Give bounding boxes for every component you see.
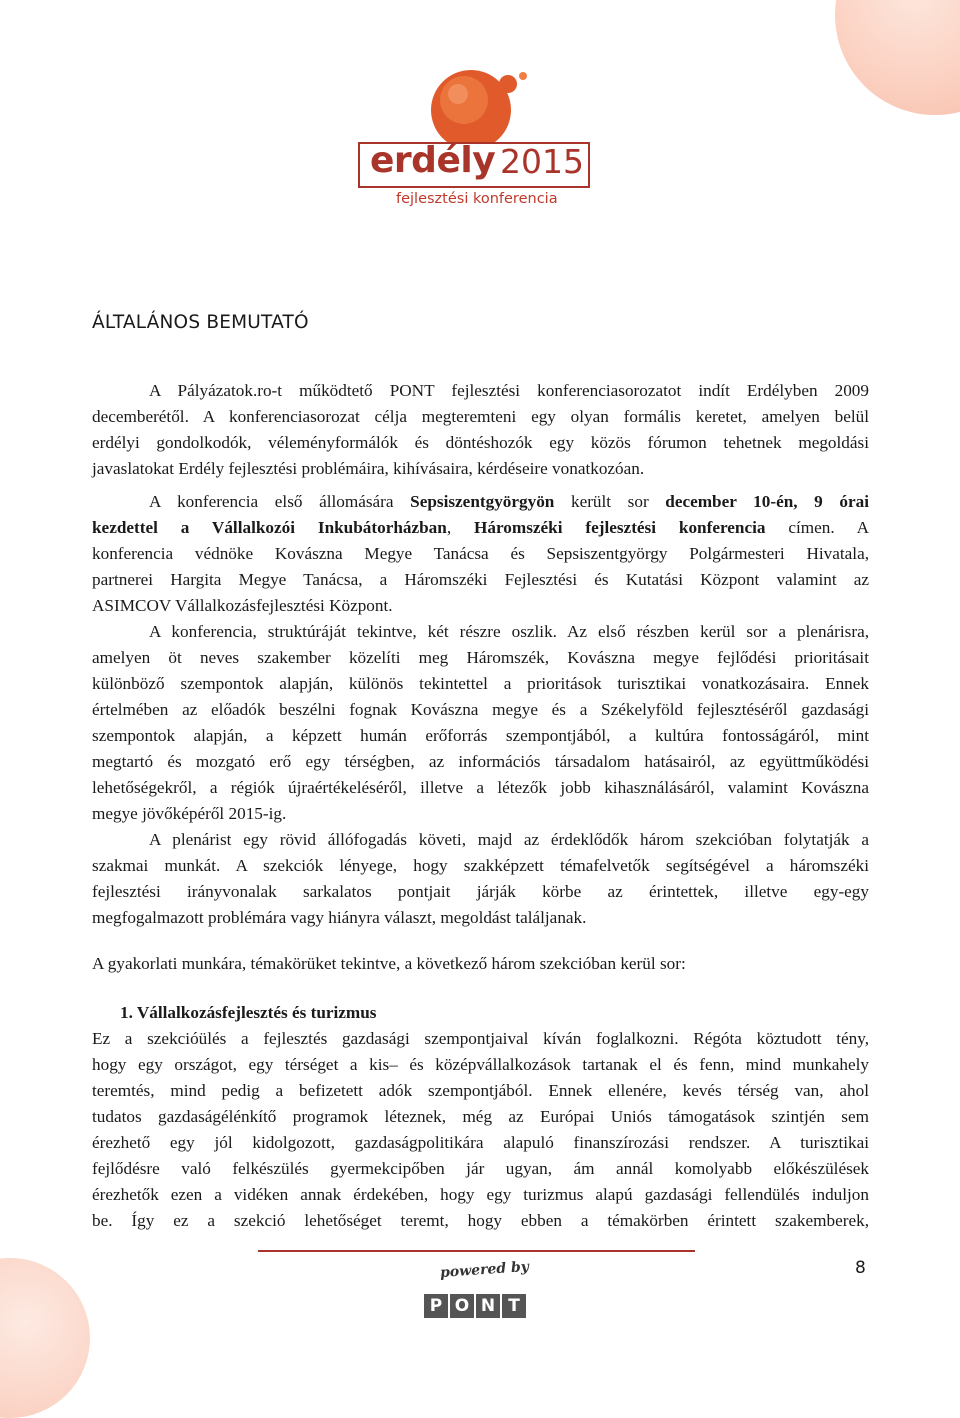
- text-line: [92, 1208, 869, 1233]
- pont-letter: N: [476, 1294, 500, 1318]
- logo-year: 2015: [500, 142, 584, 181]
- pont-letter: P: [424, 1294, 448, 1318]
- text-line: [92, 853, 869, 878]
- text-segment: tudatos gazdaságélénkítő programok léteznek, még az Európai Uniós támogatások szintjén sem: [92, 1107, 869, 1126]
- bold-text: kezdettel a Vállalkozói Inkubátorházban: [92, 518, 447, 537]
- text-segment: konferencia védnöke Kovászna Megye Tanácsa és Sepsiszentgyörgy Polgármesteri Hivatala,: [92, 544, 869, 563]
- text-line: [92, 905, 869, 930]
- text-segment: fejlődésre való felkészülés gyermekcipőben jár ugyan, ám annál komolyabb előkészülések: [92, 1159, 869, 1178]
- pont-letter: T: [502, 1294, 526, 1318]
- text-line: [92, 1026, 869, 1051]
- text-line: [92, 456, 869, 481]
- pont-letter: O: [450, 1294, 474, 1318]
- text-segment: különböző szempontok alapján, különös tekintettel a prioritások turisztikai vonatkozásaira. Ennek: [92, 674, 869, 693]
- text-line: [92, 1130, 869, 1155]
- decorative-circle-bottom-left: [0, 1258, 90, 1418]
- text-segment: lehetőségekről, a régiók újraértékeléséről, illetve a létezők jobb kihasználásáról, valamint Kovászna: [92, 778, 869, 797]
- text-line: [149, 827, 869, 852]
- text-line: [92, 801, 869, 826]
- text-segment: Ez a szekcióülés a fejlesztés gazdasági szempontjaival kíván foglalkozni. Régóta köztudott tény,: [92, 1029, 869, 1048]
- text-line: [92, 1104, 869, 1129]
- text-segment: erdélyi gondolkodók, véleményformálók és döntéshozók egy közös fórumon tehetnek megoldási: [92, 433, 869, 452]
- bold-text: december 10-én, 9 órai: [665, 492, 869, 511]
- logo-name: erdély: [370, 140, 496, 181]
- text-line: [92, 1078, 869, 1103]
- text-line: [92, 567, 869, 592]
- text-line: [92, 879, 869, 904]
- text-segment: A gyakorlati munkára, témakörüket tekintve, a következő három szekcióban kerül sor:: [92, 954, 686, 973]
- text-line: [120, 1000, 869, 1025]
- text-segment: be. Így ez a szekció lehetőséget teremt, hogy ebben a témakörben érintett szakemberek,: [92, 1211, 869, 1230]
- text-line: [92, 671, 869, 696]
- text-line: [149, 378, 869, 403]
- section-heading: ÁLTALÁNOS BEMUTATÓ: [92, 312, 309, 333]
- logo-subtitle: fejlesztési konferencia: [396, 191, 558, 207]
- text-segment: decemberétől. A konferenciasorozat célja megteremteni egy olyan formális keretet, amelyen belül: [92, 407, 869, 426]
- text-segment: érezhető egy jól kidolgozott, gazdaságpolitikára alapuló finanszírozási rendszer. A turisztikai: [92, 1133, 869, 1152]
- text-segment: fejlesztési irányvonalak sarkalatos pontjait járják körbe az érintettek, illetve egy-egy: [92, 882, 869, 901]
- text-segment: A plenárist egy rövid állófogadás követi, majd az érdeklődők három szekcióban folytatják a: [149, 830, 869, 849]
- text-line: [92, 723, 869, 748]
- text-line: [92, 697, 869, 722]
- text-line: [92, 541, 869, 566]
- text-line: [92, 404, 869, 429]
- decorative-circle-top-right: [835, 0, 960, 115]
- text-line: [149, 619, 869, 644]
- text-segment: amelyen öt neves szakember közelíti meg Háromszék, Kovászna megye fejlődési prioritásait: [92, 648, 869, 667]
- text-line: [92, 1052, 869, 1077]
- text-line: [92, 749, 869, 774]
- logo-frame: [358, 142, 590, 188]
- text-segment: megfogalmazott problémára vagy hiányra választ, megoldást találjanak.: [92, 908, 587, 927]
- text-segment: A konferencia, struktúráját tekintve, két részre oszlik. Az első részben kerül sor a plenárisra,: [149, 622, 869, 641]
- footer-rule: [258, 1250, 695, 1252]
- text-segment: javaslatokat Erdély fejlesztési problémáira, kihívásaira, kérdéseire vonatkozóan.: [92, 459, 645, 478]
- bold-text: 1. Vállalkozásfejlesztés és turizmus: [120, 1003, 377, 1022]
- text-segment: A Pályázatok.ro-t működtető PONT fejlesztési konferenciasorozatot indít Erdélyben 2009: [149, 381, 869, 400]
- bold-text: Sepsiszentgyörgyön: [410, 492, 555, 511]
- text-segment: A konferencia első állomására: [149, 492, 411, 511]
- text-line: [92, 515, 869, 540]
- text-segment: került sor: [554, 492, 666, 511]
- text-line: [92, 1156, 869, 1181]
- text-line: [92, 430, 869, 455]
- text-segment: teremtés, mind pedig a befizetett adók szempontjából. Ennek ellenére, kevés térség van, ahol: [92, 1081, 869, 1100]
- text-line: [92, 593, 869, 618]
- powered-by-text: powered by: [439, 1258, 530, 1282]
- text-line: [149, 489, 869, 514]
- text-segment: megye jövőképéről 2015-ig.: [92, 804, 287, 823]
- text-segment: megtartó és mozgató erő egy térségben, az információs társadalom hatásairól, az együttműködési: [92, 752, 869, 771]
- bold-text: Háromszéki fejlesztési konferencia: [474, 518, 766, 537]
- conference-logo: [358, 70, 594, 220]
- text-segment: hogy egy országot, egy térséget a kis– és középvállalkozások tartanak el és fenn, mind munkahely: [92, 1055, 869, 1074]
- text-segment: ASIMCOV Vállalkozásfejlesztési Központ.: [92, 596, 393, 615]
- text-segment: partnerei Hargita Megye Tanácsa, a Háromszéki Fejlesztési és Kutatási Központ valamint az: [92, 570, 869, 589]
- text-line: [92, 645, 869, 670]
- pont-logo: [424, 1294, 526, 1318]
- text-line: [92, 951, 869, 976]
- text-segment: értelmében az előadók beszélni fognak Kovászna megye és a Székelyföld fejlesztéséről gazdasági: [92, 700, 869, 719]
- text-line: [92, 1182, 869, 1207]
- text-segment: címen. A: [765, 518, 870, 537]
- page-number: 8: [855, 1258, 866, 1278]
- logo-ball-icon: [358, 70, 594, 150]
- text-segment: ,: [446, 518, 475, 537]
- text-segment: szakmai munkát. A szekciók lényege, hogy szakképzett témafelvetők segítségével a háromszéki: [92, 856, 869, 875]
- text-line: [92, 775, 869, 800]
- text-segment: szempontok alapján, a képzett humán erőforrás szempontjából, a kultúra fontosságáról, mint: [92, 726, 869, 745]
- text-segment: érezhetők ezen a vidéken annak érdekében, hogy egy turizmus alapú gazdasági fellendülés induljon: [92, 1185, 869, 1204]
